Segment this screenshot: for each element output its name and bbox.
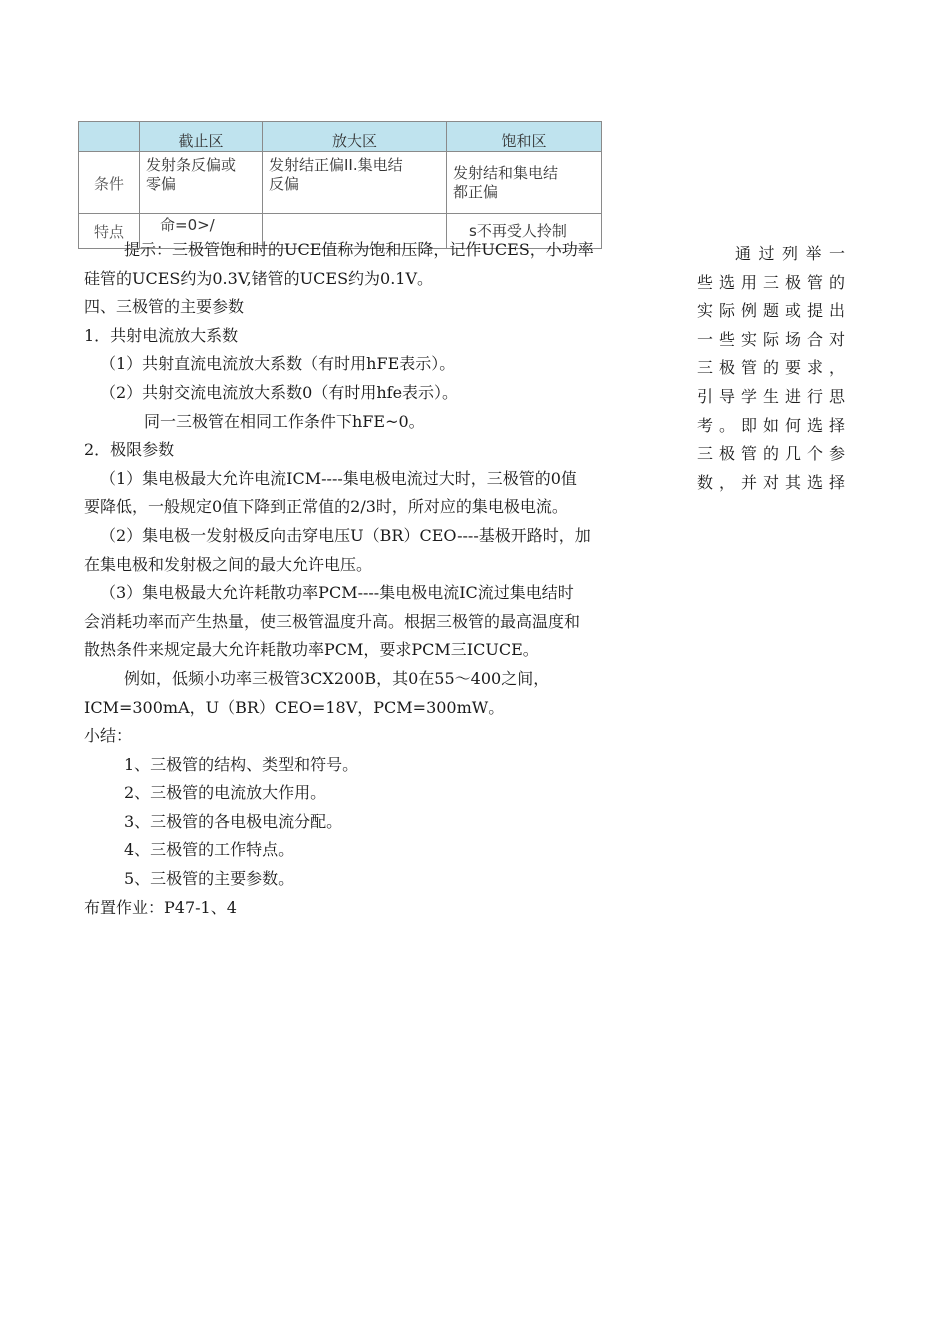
text-line: （2）共射交流电流放大系数0（有时用hfe表示）。 — [100, 382, 459, 402]
table-cell: 发射结正偏II.集电结 反偏 — [263, 152, 447, 214]
table-header-cell — [79, 122, 140, 152]
section-heading: 四、三极管的主要参数 — [84, 297, 245, 317]
text-line: （1）集电极最大允许电流ICM----集电极电流过大时，三极管的0值 — [100, 468, 577, 488]
text-line: ICM=300mA，U（BR）CEO=18V，PCM=300mW。 — [84, 697, 505, 717]
hint-line: 硅管的UCES约为0.3V,锗管的UCES约为0.1V。 — [84, 268, 434, 288]
table-header-cell: 放大区 — [263, 122, 447, 152]
side-note-line: 通过列举一 — [735, 244, 847, 263]
text-line: 要降低，一般规定0值下降到正常值的2/3时，所对应的集电极电流。 — [84, 497, 568, 517]
main-text — [84, 236, 680, 922]
summary-heading: 小结： — [84, 726, 133, 746]
text-line: 散热条件来规定最大允许耗散功率PCM，要求PCM三ICUCE。 — [84, 640, 539, 660]
side-note-line: 三极管的几个参 — [697, 444, 847, 464]
row-label: 特点 — [79, 214, 140, 249]
homework-line: 布置作业：P47-1、4 — [84, 897, 237, 917]
text-line: （3）集电极最大允许耗散功率PCM----集电极电流IC流过集电结时 — [100, 583, 574, 603]
table-header-cell: 截止区 — [140, 122, 263, 152]
table-cell: s不再受人拎制 — [447, 214, 602, 249]
text-line: 在集电极和发射极之间的最大允许电压。 — [84, 554, 373, 574]
table-row — [79, 152, 602, 214]
table-cell: 发射条反偏或 零偏 — [140, 152, 263, 214]
list-item: 5、三极管的主要参数。 — [124, 869, 295, 889]
list-item: 3、三极管的各电极电流分配。 — [124, 811, 343, 831]
table-header-row — [79, 122, 602, 152]
side-note — [697, 240, 847, 497]
side-note-line: 数，并对其选择 — [697, 472, 847, 492]
table-header-cell: 饱和区 — [447, 122, 602, 152]
hint-line: 提示：三极管饱和时的UCE值称为饱和压降，记作UCES，小功率 — [124, 240, 594, 259]
list-item: 1、三极管的结构、类型和符号。 — [124, 754, 359, 774]
region-table — [78, 121, 602, 249]
text-line: 会消耗功率而产生热量，使三极管温度升高。根据三极管的最高温度和 — [84, 611, 581, 631]
row-label: 条件 — [79, 152, 140, 214]
side-note-line: 实际例题或提出 — [697, 301, 847, 321]
text-line: 同一三极管在相同工作条件下hFE~0。 — [144, 411, 425, 431]
side-note-line: 三极管的要求， — [697, 358, 847, 378]
list-item: 2、三极管的电流放大作用。 — [124, 783, 327, 803]
text-line: （2）集电极一发射极反向击穿电压U（BR）CEO----基极开路时，加 — [100, 525, 591, 545]
text-line: （1）共射直流电流放大系数（有时用hFE表示）。 — [100, 354, 456, 374]
text-line: 例如，低频小功率三极管3CX200B，其0在55〜400之间， — [124, 668, 550, 688]
side-note-line: 些选用三极管的 — [697, 272, 847, 292]
side-note-line: 一些实际场合对 — [697, 329, 847, 349]
side-note-line: 考。即如何选择 — [697, 415, 847, 435]
side-note-line: 引导学生进行思 — [697, 386, 847, 406]
list-item: 4、三极管的工作特点。 — [124, 840, 295, 860]
table-cell: 发射结和集电结 都正偏 — [447, 152, 602, 214]
subsection-heading: 2．极限参数 — [84, 440, 175, 460]
subsection-heading: 1．共射电流放大系数 — [84, 325, 239, 345]
table-cell: 命=0>/ — [140, 214, 263, 249]
